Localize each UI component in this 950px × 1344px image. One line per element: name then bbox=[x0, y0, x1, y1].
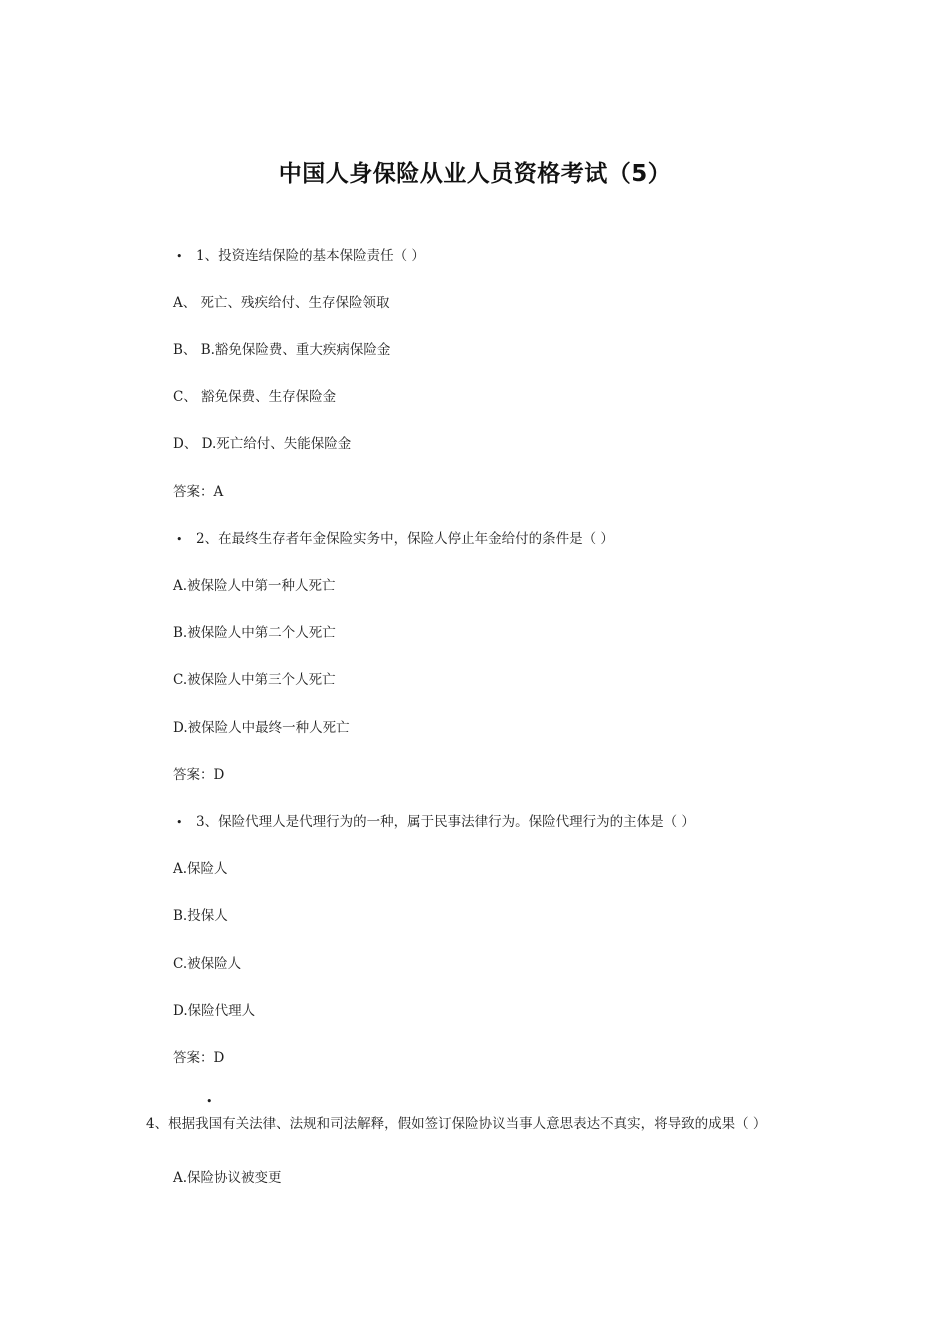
bullet-icon: • bbox=[176, 533, 183, 546]
option-a: A.保险协议被变更 bbox=[173, 1170, 282, 1186]
option-d: D、 D.死亡给付、失能保险金 bbox=[173, 436, 352, 452]
question-1 bbox=[176, 244, 425, 264]
option-b: B、 B.豁免保险费、重大疾病保险金 bbox=[173, 342, 391, 358]
option-a: A.被保险人中第一种人死亡 bbox=[173, 578, 336, 594]
option-a: A.保险人 bbox=[173, 861, 228, 877]
question-text: 1、投资连结保险的基本保险责任（ ） bbox=[196, 248, 425, 264]
option-b: B.投保人 bbox=[173, 908, 228, 924]
option-a: A、 死亡、残疾给付、生存保险领取 bbox=[173, 295, 390, 311]
option-d: D.保险代理人 bbox=[173, 1003, 256, 1019]
page-title: 中国人身保险从业人员资格考试（5） bbox=[278, 161, 672, 187]
answer: 答案：D bbox=[173, 767, 225, 783]
option-b: B.被保险人中第二个人死亡 bbox=[173, 625, 336, 641]
question-text: 2、在最终生存者年金保险实务中，保险人停止年金给付的条件是（ ） bbox=[196, 531, 614, 547]
bullet-icon: • bbox=[206, 1095, 213, 1108]
question-4 bbox=[146, 1090, 816, 1136]
question-text: 3、保险代理人是代理行为的一种，属于民事法律行为。保险代理行为的主体是（ ） bbox=[196, 814, 695, 830]
question-2 bbox=[176, 527, 614, 547]
option-d: D.被保险人中最终一种人死亡 bbox=[173, 720, 350, 736]
bullet-icon: • bbox=[176, 250, 183, 263]
answer: 答案：D bbox=[173, 1050, 225, 1066]
option-c: C.被保险人 bbox=[173, 956, 242, 972]
bullet-icon: • bbox=[176, 816, 183, 829]
question-3 bbox=[176, 810, 695, 830]
question-text: 4、根据我国有关法律、法规和司法解释，假如签订保险协议当事人意思表达不真实，将导致的成果（ ） bbox=[146, 1116, 767, 1132]
option-c: C、 豁免保费、生存保险金 bbox=[173, 389, 337, 405]
answer: 答案：A bbox=[173, 484, 224, 500]
option-c: C.被保险人中第三个人死亡 bbox=[173, 672, 336, 688]
